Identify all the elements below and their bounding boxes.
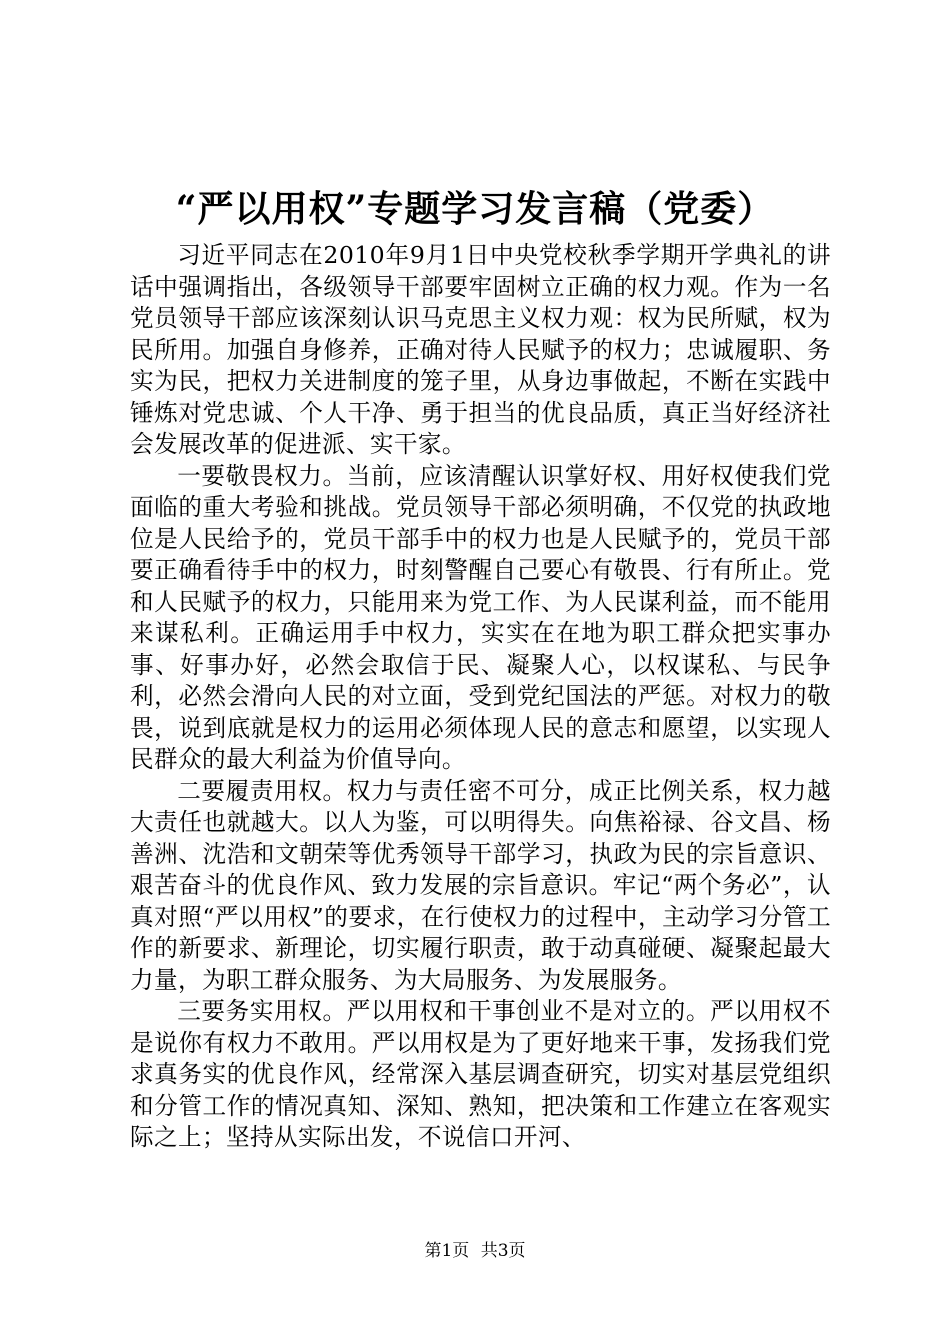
page-number: 第1页 <box>424 1241 470 1261</box>
page-total: 共3页 <box>480 1241 526 1261</box>
document-body <box>130 240 831 1154</box>
paragraph-revere-power: 一要敬畏权力。当前，应该清醒认识掌好权、用好权使我们党面临的重大考验和挑战。党员领导干部必须明确，不仅党的执政地位是人民给予的，党员干部手中的权力也是人民赋予的，党员干部要正确看待手中的权力，时刻警醒自己要心有敬畏、行有所止。党和人民赋予的权力，只能用来为党工作、为人民谋利益，而不能用来谋私利。正确运用手中权力，实实在在地为职工群众把实事办事、好事办好，必然会取信于民、凝聚人心，以权谋私、与民争利，必然会滑向人民的对立面，受到党纪国法的严惩。对权力的敬畏，说到底就是权力的运用必须体现人民的意志和愿望，以实现人民群众的最大利益为价值导向。 <box>130 461 831 773</box>
paragraph-responsible-power: 二要履责用权。权力与责任密不可分，成正比例关系，权力越大责任也就越大。以人为鉴，可以明得失。向焦裕禄、谷文昌、杨善洲、沈浩和文朝荣等优秀领导干部学习，执政为民的宗旨意识、艰苦奋斗的优良作风、致力发展的宗旨意识。牢记“两个务必”，认真对照“严以用权”的要求，在行使权力的过程中，主动学习分管工作的新要求、新理论，切实履行职责，敢于动真碰硬、凝聚起最大力量，为职工群众服务、为大局服务、为发展服务。 <box>130 776 831 994</box>
paragraph-practical-power: 三要务实用权。严以用权和干事创业不是对立的。严以用权不是说你有权力不敢用。严以用权是为了更好地来干事，发扬我们党求真务实的优良作风，经常深入基层调查研究，切实对基层党组织和分管工作的情况真知、深知、熟知，把决策和工作建立在客观实际之上；坚持从实际出发，不说信口开河、 <box>130 997 831 1151</box>
page-footer <box>0 1240 950 1262</box>
document-title: “严以用权”专题学习发言稿（党委） <box>175 188 775 230</box>
paragraph-intro: 习近平同志在2010年9月1日中央党校秋季学期开学典礼的讲话中强调指出，各级领导干部要牢固树立正确的权力观。作为一名党员领导干部应该深刻认识马克思主义权力观：权为民所赋，权为民所用。加强自身修养，正确对待人民赋予的权力；忠诚履职、务实为民，把权力关进制度的笼子里，从身边事做起，不断在实践中锤炼对党忠诚、个人干净、勇于担当的优良品质，真正当好经济社会发展改革的促进派、实干家。 <box>130 241 831 458</box>
